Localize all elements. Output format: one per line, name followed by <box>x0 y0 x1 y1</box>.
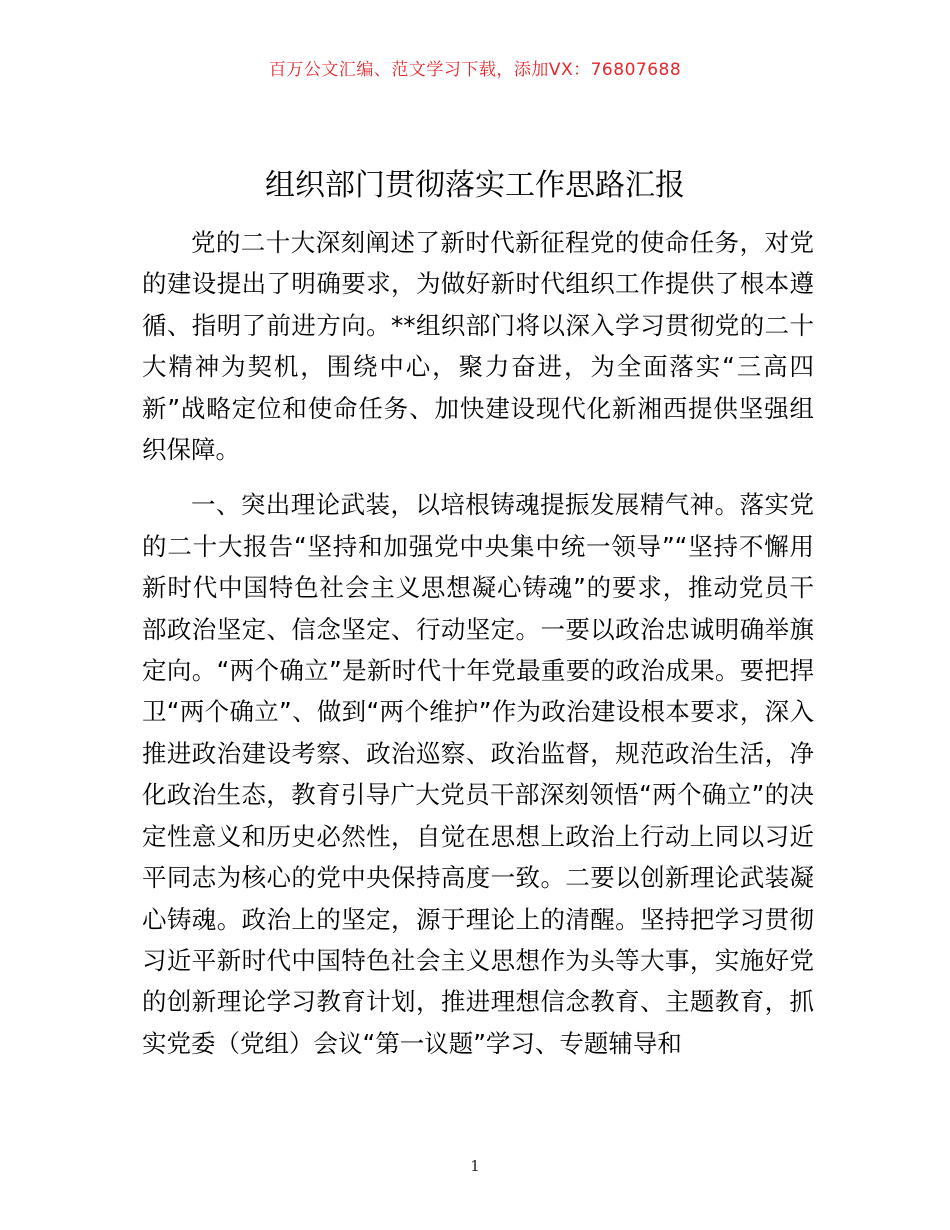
page-number: 1 <box>470 1157 480 1175</box>
paragraph-section-one: 一、突出理论武装，以培根铸魂提振发展精气神。落实党的二十大报告“坚持和加强党中央集中统一领导”“坚持不懈用新时代中国特色社会主义思想凝心铸魂”的要求，推动党员干部政治坚定、信念坚定、行动坚定。一要以政治忠诚明确举旗定向。“两个确立”是新时代十年党最重要的政治成果。要把捍卫“两个确立”、做到“两个维护”作为政治建设根本要求，深入推进政治建设考察、政治巡察、政治监督，规范政治生活，净化政治生态，教育引导广大党员干部深刻领悟“两个确立”的决定性意义和历史必然性，自觉在思想上政治上行动上同以习近平同志为核心的党中央保持高度一致。二要以创新理论武装凝心铸魂。政治上的坚定，源于理论上的清醒。坚持把学习贯彻习近平新时代中国特色社会主义思想作为头等大事，实施好党的创新理论学习教育计划，推进理想信念教育、主题教育，抓实党委（党组）会议“第一议题”学习、专题辅导和 <box>142 490 814 1058</box>
document-title: 组织部门贯彻落实工作思路汇报 <box>265 168 685 203</box>
document-body <box>142 222 814 1064</box>
paragraph-intro: 党的二十大深刻阐述了新时代新征程党的使命任务，对党的建设提出了明确要求，为做好新时代组织工作提供了根本遵循、指明了前进方向。**组织部门将以深入学习贯彻党的二十大精神为契机，围绕中心，聚力奋进，为全面落实“三高四新”战略定位和使命任务、加快建设现代化新湘西提供坚强组织保障。 <box>142 228 814 465</box>
header-notice: 百万公文汇编、范文学习下载，添加VX：76807688 <box>268 60 682 80</box>
